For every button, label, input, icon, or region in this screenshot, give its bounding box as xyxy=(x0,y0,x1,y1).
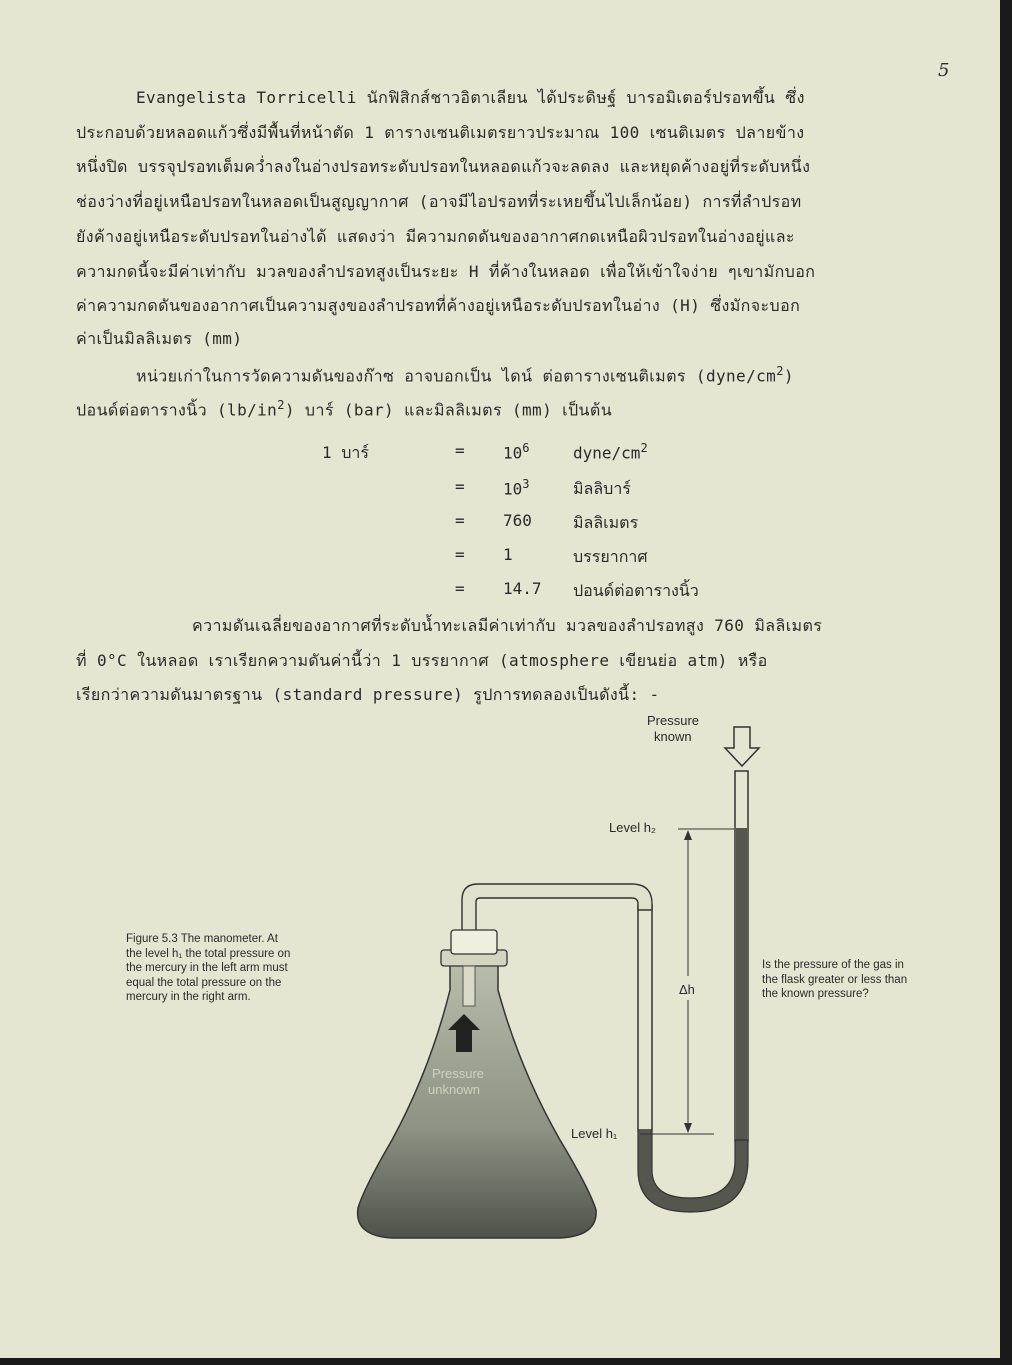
paragraph-line: เรียกว่าความดันมาตรฐาน (standard pressure) รูปการทดลองเป็นดังนี้: - xyxy=(76,685,660,704)
pressure-unknown-label: Pressure xyxy=(432,1066,485,1081)
paragraph-line: ค่าความกดดันของอากาศเป็นความสูงของลำปรอทที่ค้างอยู่เหนือระดับปรอทในอ่าง (H) ซึ่งมักจะบอก xyxy=(76,296,801,315)
equals-sign: = xyxy=(455,477,465,496)
page-edge-shadow xyxy=(0,1358,1012,1365)
paragraph-line: ประกอบด้วยหลอดแก้วซึ่งมีพื้นที่หน้าตัด 1 ตารางเซนติเมตรยาวประมาณ 100 เซนติเมตร ปลายข้าง xyxy=(76,123,805,142)
equation-unit: dyne/$cm^2$ xyxy=(573,441,648,463)
equation-unit: มิลลิเมตร xyxy=(573,513,639,532)
equation-lhs: 1 บาร์ xyxy=(322,443,369,462)
equals-sign: = xyxy=(455,579,465,598)
pressure-known-label: Pressure xyxy=(647,713,700,728)
equals-sign: = xyxy=(455,545,465,564)
equals-sign: = xyxy=(455,441,465,460)
units-text: หน่วยเก่าในการวัดความดันของก๊าซ อาจบอกเป็น ไดน์ ต่อตารางเซนติเมตร (dyne/cm xyxy=(136,366,777,386)
equation-unit: ปอนด์ต่อตารางนิ้ว xyxy=(573,581,699,600)
figure-caption: Figure 5.3 The manometer. At the level h₁ the total pressure on the mercury in the left arm must equal the total pressure on the mercury in the right arm. xyxy=(126,933,291,1003)
level-h1-label: Level h₁ xyxy=(571,1126,618,1141)
flask xyxy=(358,965,596,1238)
units-text: ปอนด์ต่อตารางนิ้ว (lb/in xyxy=(76,400,278,420)
pressure-unknown-label: unknown xyxy=(428,1082,481,1097)
inner-tube xyxy=(463,966,475,1006)
equation-value: 760 xyxy=(503,511,532,530)
left-tube xyxy=(638,905,652,1130)
page-edge-shadow xyxy=(1000,0,1012,1365)
units-text-end: ) บาร์ (bar) และมิลลิเมตร (mm) เป็นต้น xyxy=(284,400,613,420)
equation-value: $10^6$ xyxy=(503,441,530,463)
equals-sign: = xyxy=(455,511,465,530)
equation-value: $10^3$ xyxy=(503,477,530,499)
page-number: 5 xyxy=(938,60,950,81)
equation-value: 14.7 xyxy=(503,579,542,598)
u-bend xyxy=(638,1128,748,1212)
paragraph-line: ที่ 0°C ในหลอด เราเรียกความดันค่านี้ว่า 1 บรรยากาศ (atmosphere เขียนย่อ atm) หรือ xyxy=(76,651,768,670)
paragraph-line: ความดันเฉลี่ยของอากาศที่ระดับน้ำทะเลมีค่าเท่ากับ มวลของลำปรอทสูง 760 มิลลิเมตร xyxy=(192,616,823,635)
units-text-end: ) xyxy=(783,366,794,386)
equation-unit: มิลลิบาร์ xyxy=(573,479,631,498)
superscript: 2 xyxy=(277,398,285,412)
paragraph-line: Evangelista Torricelli นักฟิสิกส์ชาวอิตาเลียน ได้ประดิษฐ์ บารอมิเตอร์ปรอทขึ้น ซึ่ง xyxy=(136,88,805,107)
paragraph-line: ค่าเป็นมิลลิเมตร (mm) xyxy=(76,329,243,348)
paragraph-line: ยังค้างอยู่เหนือระดับปรอทในอ่างได้ แสดงว่า มีความกดดันของอากาศกดเหนือผิวปรอทในอ่างอยู่และ xyxy=(76,227,795,246)
down-arrow-icon xyxy=(725,727,759,766)
superscript: 2 xyxy=(776,364,784,378)
equation-unit: บรรยากาศ xyxy=(573,547,648,566)
paragraph-line: ช่องว่างที่อยู่เหนือปรอทในหลอดเป็นสูญญากาศ (อาจมีไอปรอทที่ระเหยขึ้นไปเล็กน้อย) การที่ลำปรอท xyxy=(76,192,802,211)
paragraph-line: ความกดนี้จะมีค่าเท่ากับ มวลของลำปรอทสูงเป็นระยะ H ที่ค้างในหลอด เพื่อให้เข้าใจง่าย ๆเขามักบอก xyxy=(76,262,816,281)
delta-h-label: Δh xyxy=(679,982,695,997)
equation-value: 1 xyxy=(503,545,513,564)
mercury-left xyxy=(639,1130,651,1150)
connecting-tube xyxy=(462,884,652,935)
level-h2-label: Level h₂ xyxy=(609,820,656,835)
pressure-known-label: known xyxy=(654,729,692,744)
stopper xyxy=(451,930,497,954)
figure-question: Is the pressure of the gas in the flask greater or less than the known pressure? xyxy=(762,959,908,1000)
paragraph-line: หนึ่งปิด บรรจุปรอทเต็มคว่ำลงในอ่างปรอทระดับปรอทในหลอดแก้วจะลดลง และหยุดค้างอยู่ที่ระดับหนึ่ง xyxy=(76,157,811,176)
mercury-right xyxy=(736,828,747,1146)
